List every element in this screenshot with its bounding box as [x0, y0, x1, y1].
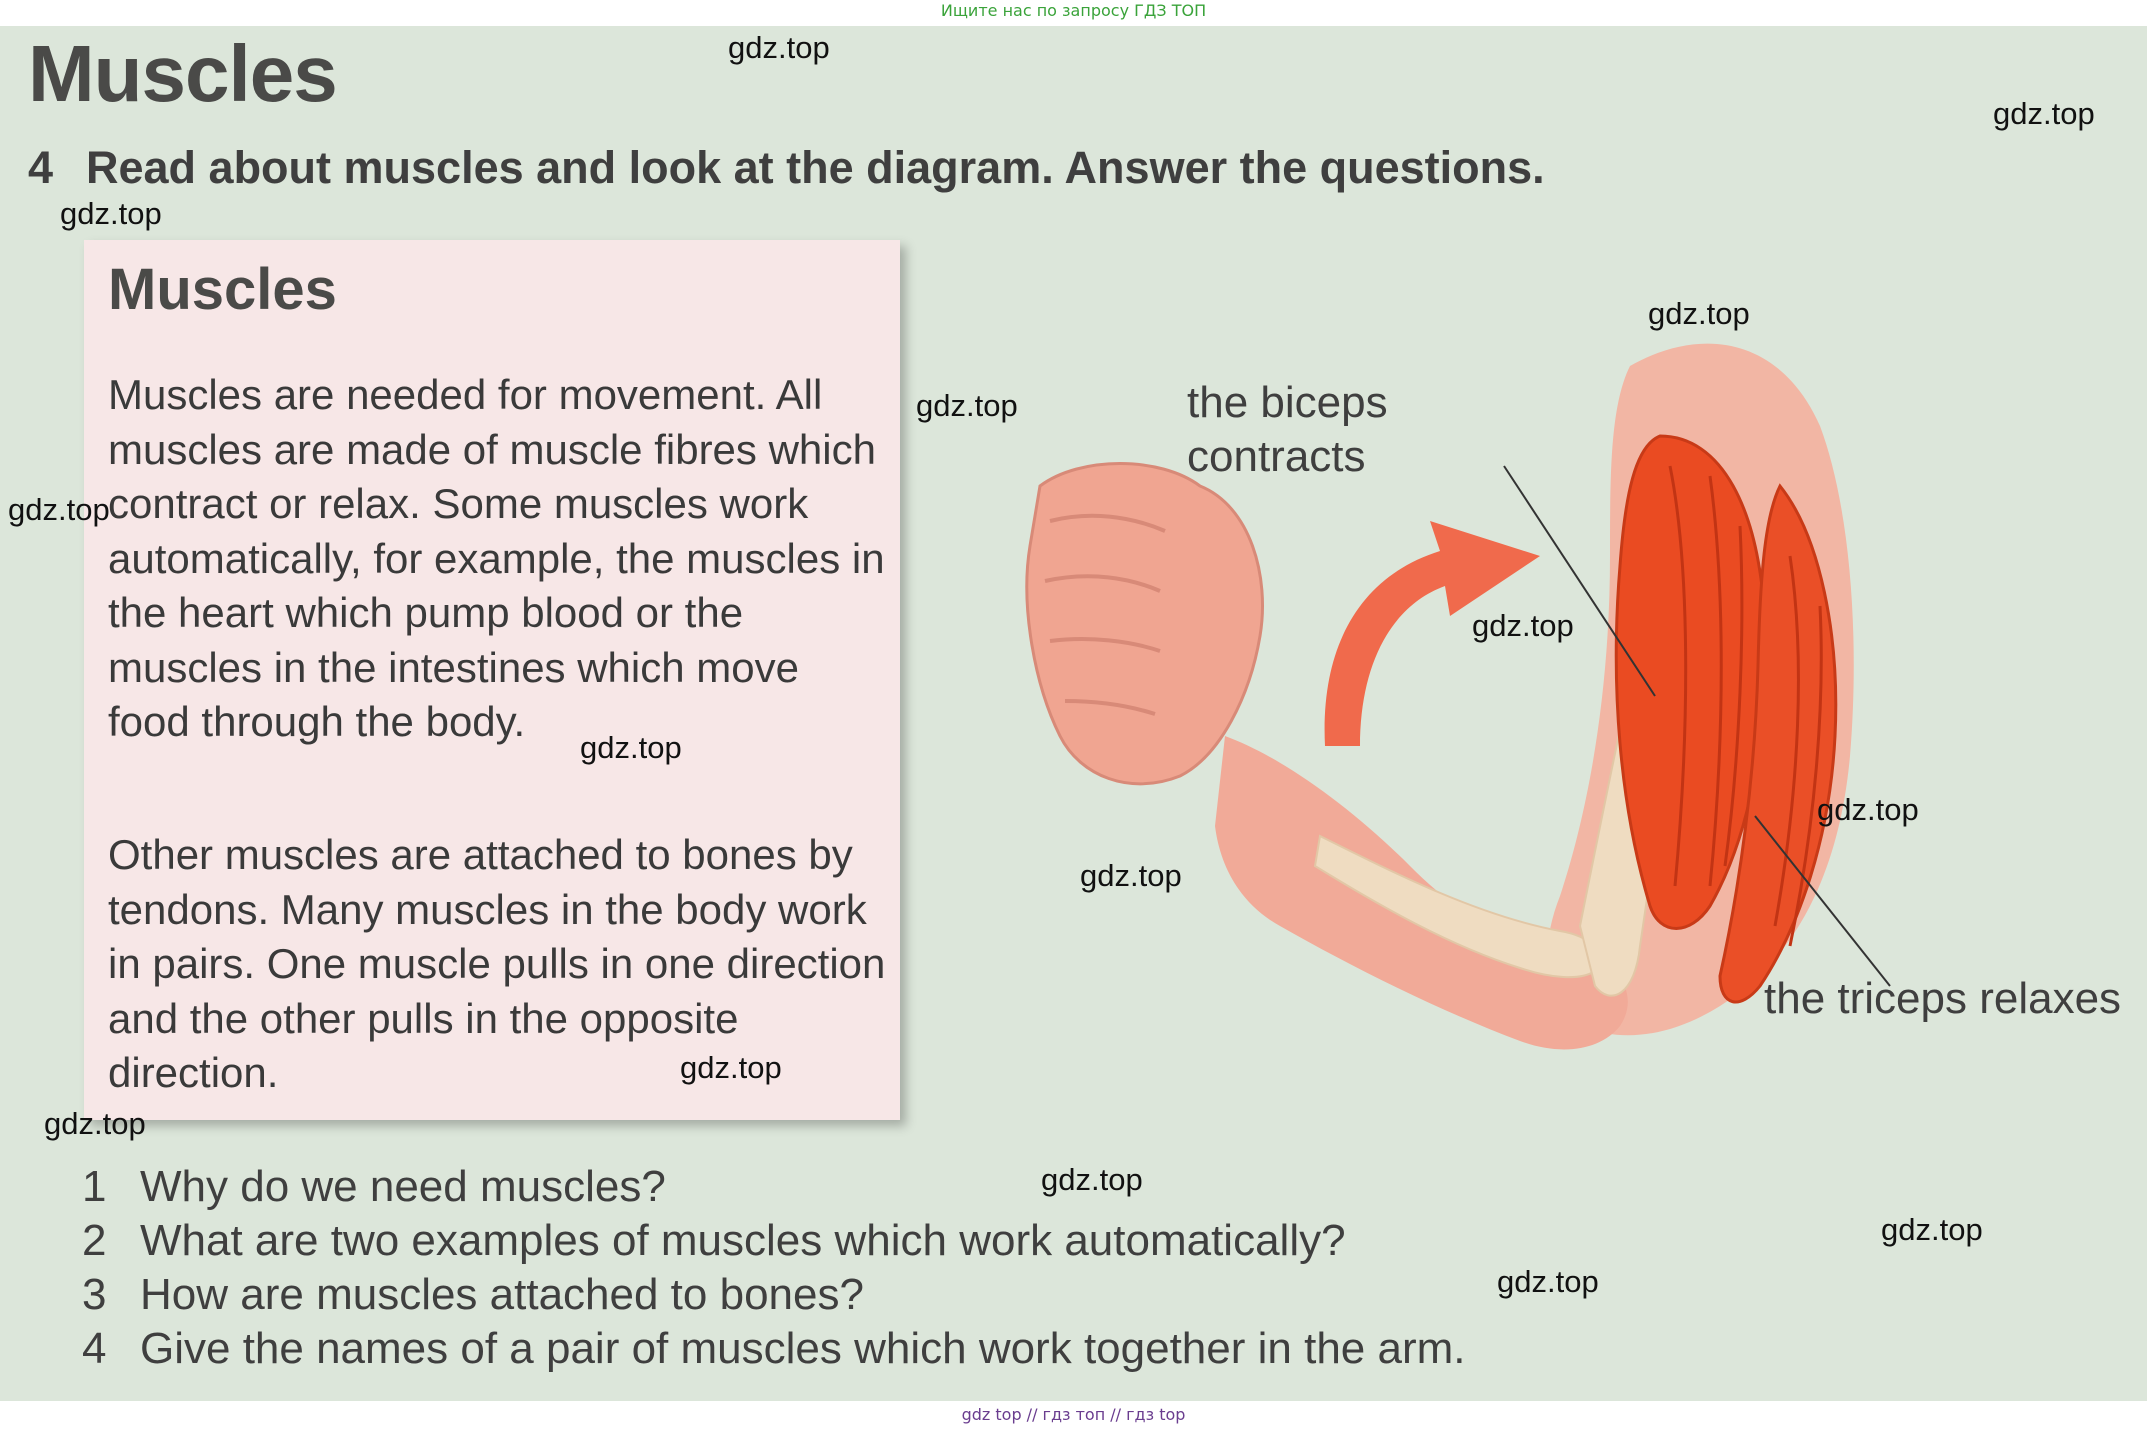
top-banner[interactable]: Ищите нас по запросу ГДЗ ТОП: [940, 1, 1207, 20]
question-text: What are two examples of muscles which work automatically?: [140, 1216, 1346, 1265]
exercise-instruction: [28, 142, 1545, 194]
instruction-text: Read about muscles and look at the diagram. Answer the questions.: [86, 142, 1545, 193]
question-text: Why do we need muscles?: [140, 1162, 666, 1211]
watermark: gdz.top: [1497, 1264, 1599, 1299]
watermark: gdz.top: [1993, 96, 2095, 131]
watermark: gdz.top: [1881, 1212, 1983, 1247]
watermark: gdz.top: [8, 492, 110, 527]
biceps-label: the biceps contracts: [1187, 378, 1388, 481]
question-text: How are muscles attached to bones?: [140, 1270, 864, 1319]
watermark: gdz.top: [44, 1106, 146, 1141]
question-item: [82, 1160, 1465, 1214]
watermark: gdz.top: [1472, 608, 1574, 643]
question-list: [82, 1160, 1465, 1376]
fist: [1027, 464, 1263, 784]
question-item: [82, 1214, 1465, 1268]
bottom-banner[interactable]: gdz top // гдз топ // гдз top: [961, 1405, 1186, 1424]
question-item: [82, 1322, 1465, 1376]
reading-heading: Muscles: [108, 257, 337, 322]
question-number: 4: [82, 1324, 107, 1373]
question-number: 2: [82, 1216, 107, 1265]
watermark: gdz.top: [1080, 858, 1182, 893]
watermark: gdz.top: [728, 30, 830, 65]
watermark: gdz.top: [1648, 296, 1750, 331]
watermark: gdz.top: [580, 730, 682, 765]
exercise-number: 4: [28, 142, 54, 193]
question-number: 3: [82, 1270, 107, 1319]
watermark: gdz.top: [680, 1050, 782, 1085]
watermark: gdz.top: [916, 388, 1018, 423]
textbook-page: [0, 26, 2147, 1401]
reading-paragraph-1: Muscles are needed for movement. All muscles are made of muscle fibres which contract or relax. Some muscles work automatically, for example, the muscles in the heart which pump blood or the muscles in the intestines which move food through the body.: [108, 371, 885, 745]
page-title: Muscles: [28, 29, 337, 118]
reading-box: [84, 240, 900, 1120]
question-item: [82, 1268, 1465, 1322]
question-text: Give the names of a pair of muscles which work together in the arm.: [140, 1324, 1466, 1373]
watermark: gdz.top: [1041, 1162, 1143, 1197]
triceps-label: the triceps relaxes: [1764, 974, 2122, 1023]
watermark: gdz.top: [60, 196, 162, 231]
question-number: 1: [82, 1162, 107, 1211]
reading-paragraph-2: Other muscles are attached to bones by tendons. Many muscles in the body work in pairs. One muscle pulls in one direction and the other pulls in the opposite direction.: [108, 831, 886, 1096]
watermark: gdz.top: [1817, 792, 1919, 827]
